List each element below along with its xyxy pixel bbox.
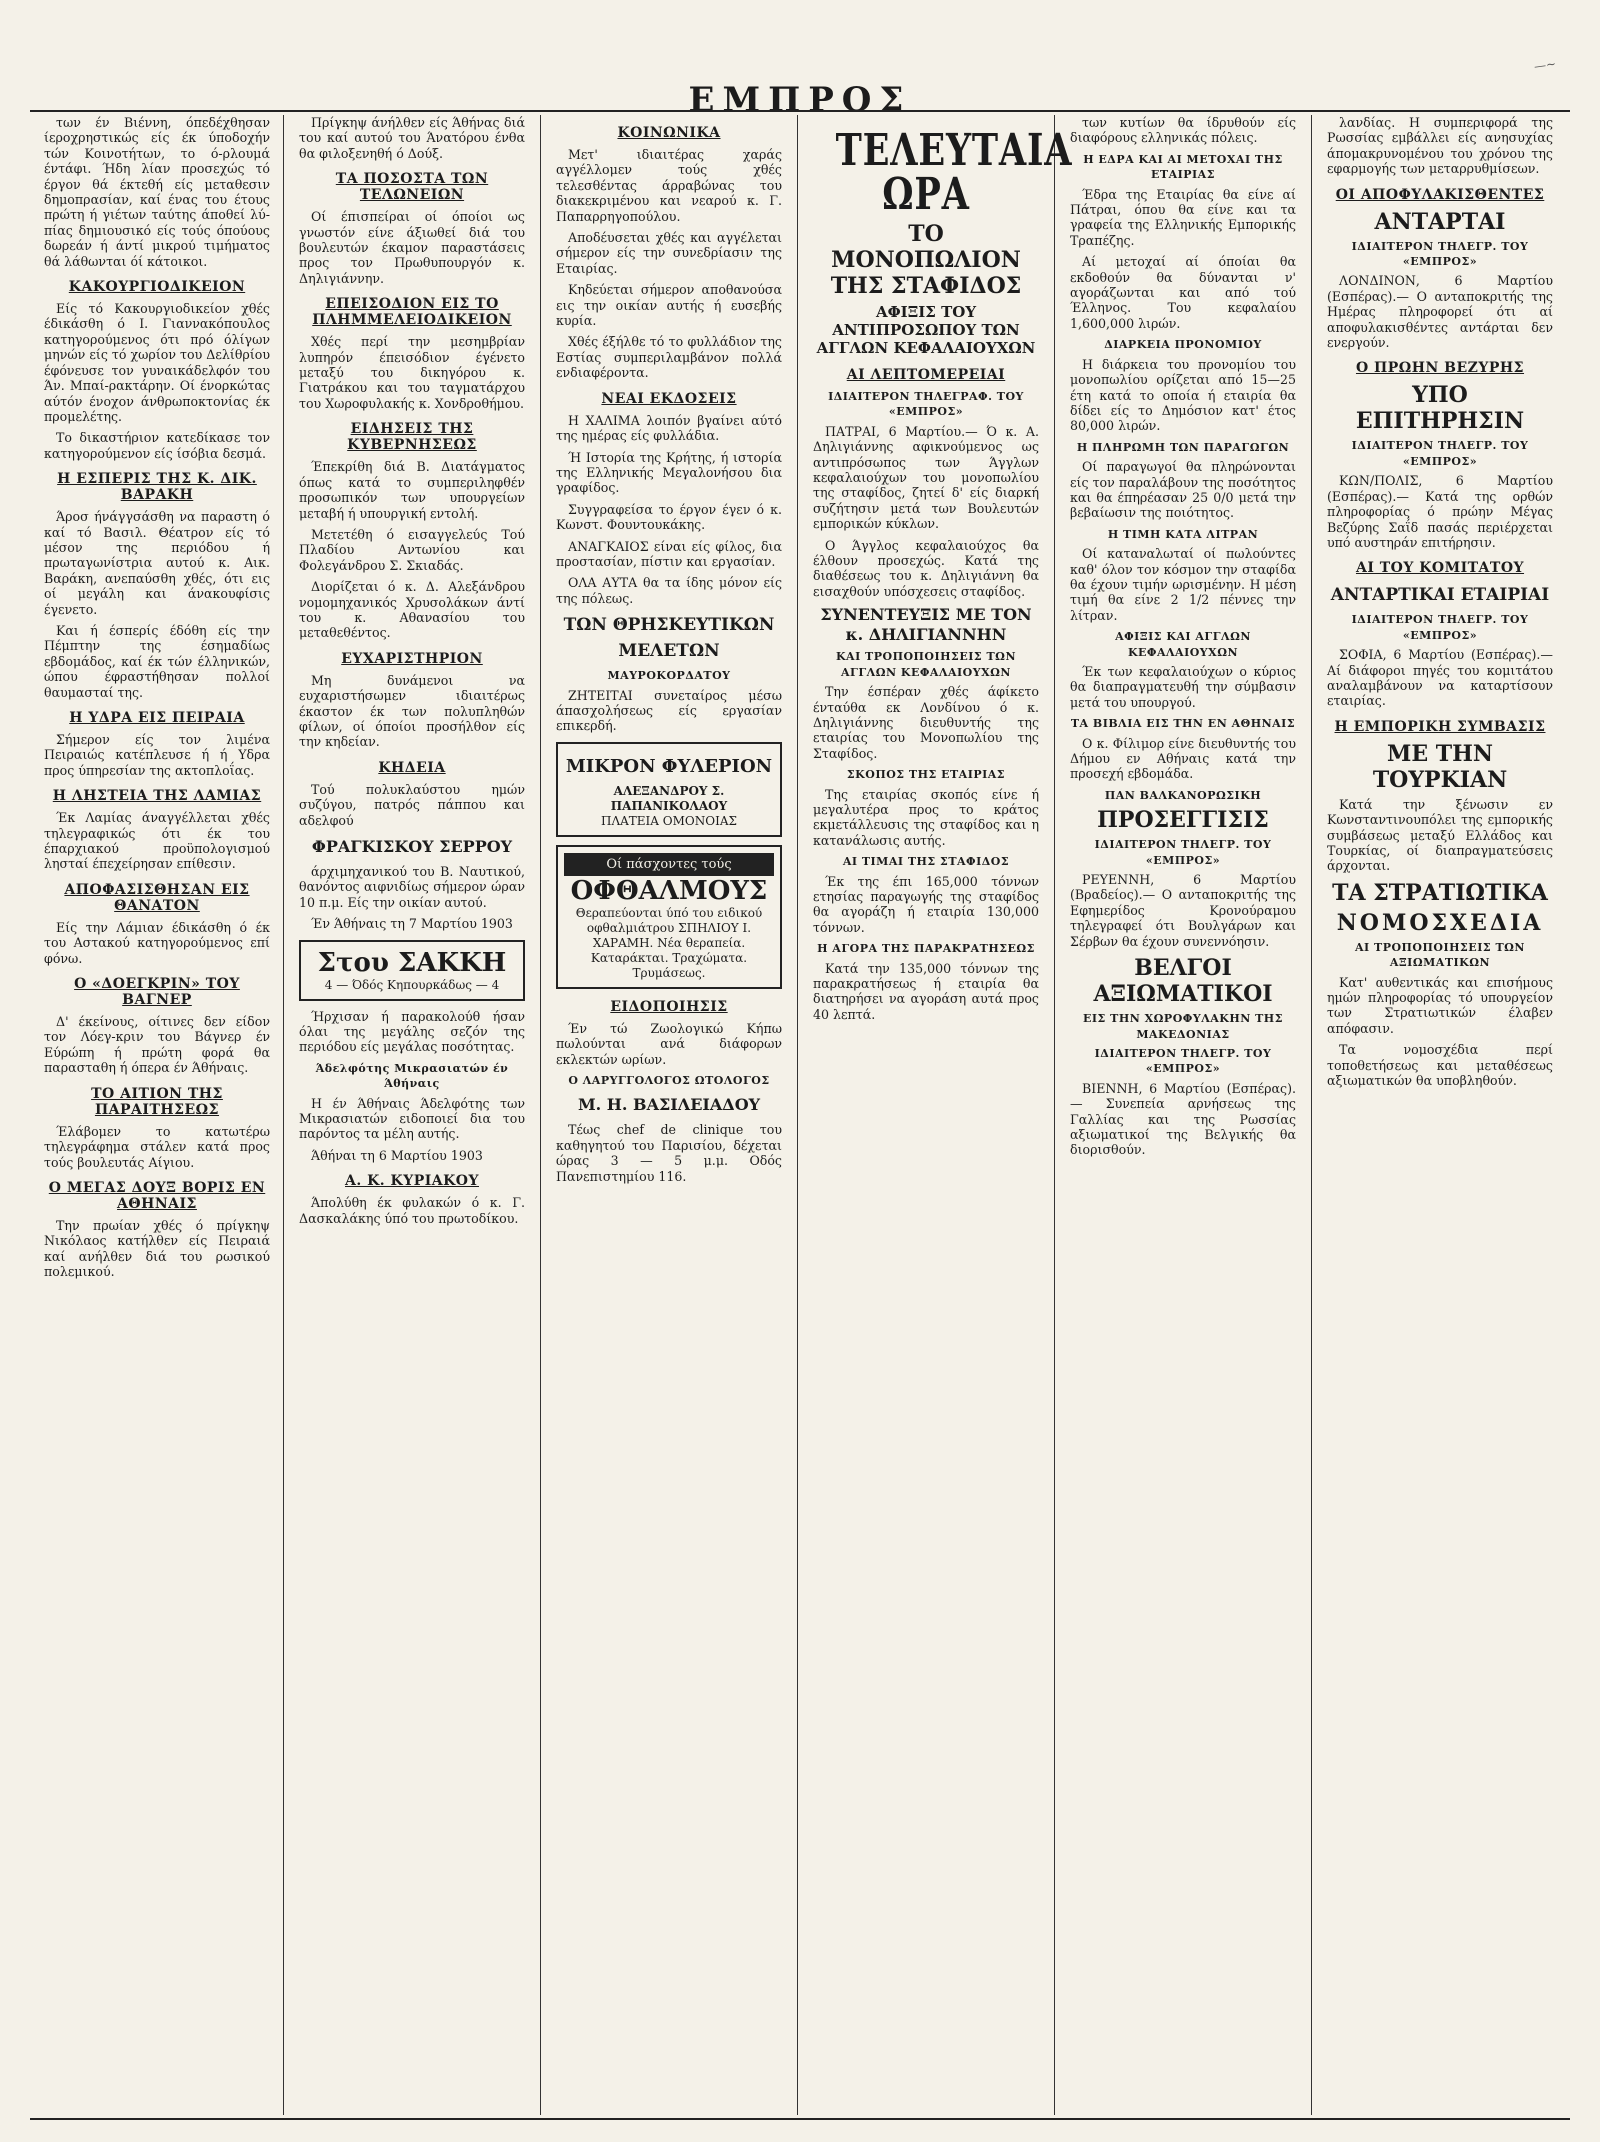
headline: ΕΠΕΙΣΟΔΙΟΝ ΕΙΣ ΤΟ ΠΛΗΜΜΕΛΕΙΟΔΙΚΕΙΟΝ xyxy=(312,296,512,329)
article-text: Κατά την 135,000 τόννων της παρακρατήσεως ή εταιρία θα διατηρήσει να αγοράση αυτά προς 40 λεπτά. xyxy=(813,960,1039,1022)
article-text: ΚΩΝ/ΠΟΛΙΣ, 6 Μαρτίου (Εσπέρας).— Κατά της ορθών πληροφορίας ό πρώην Μέγας Βεζύρης Σαΐδ πασάς περιέρχεται υπό αυστηράν επιτήρησιν. xyxy=(1327,473,1553,550)
article-text: Έν τώ Ζωολογικώ Κήπω πωλούνται ανά διάφορων εκλεκτών ωρίων. xyxy=(556,1020,782,1067)
column-divider xyxy=(1311,115,1312,2115)
ad-heading: Μ. Η. ΒΑΣΙΛΕΙΑΔΟΥ xyxy=(577,1095,761,1115)
ad-owner: ΑΛΕΞΑΝΔΡΟΥ Σ. ΠΑΠΑΝΙΚΟΛΑΟΥ xyxy=(610,783,728,813)
article-text: Διορίζεται ό κ. Δ. Αλεξάνδρου νομομηχανικός Χρυσολάκων άντί του κ. Αθανασίου του μεταθεθέντος. xyxy=(299,579,525,641)
article-text: Άπολύθη έκ φυλακών ό κ. Γ. Δασκαλάκης ύπό του πρωτοδίκου. xyxy=(299,1195,525,1226)
notice-date: Άθήναι τη 6 Μαρτίου 1903 xyxy=(311,1147,483,1163)
article-text: Άροσ ήνάγγσάσθη να παραστη ό καί τό Βασιλ. Θέατρον είς τό μέσον της περιόδου ή πρωταγωνίστρια αυτού κ. Αικ. Βαράκη, ανεπαύσθη χθές, ότι εις οί μεγάλη και άνακουφίσις έγενετο. xyxy=(44,509,270,617)
article-text: Δ' έκείνους, οίτινες δεν είδον τον Λόεγ-κριν του Βάγνερ έν Εύρώπη ή πρώτη φορά θα παρασταθη ή όπερα έν Άθήναις. xyxy=(44,1014,270,1076)
headline: ΚΟΙΝΩΝΙΚΑ xyxy=(617,125,721,141)
telegram-tag: ΙΔΙΑΙΤΕΡΟΝ ΤΗΛΕΓΡ. ΤΟΥ «ΕΜΠΡΟΣ» xyxy=(1351,439,1529,468)
main-headline: ΤΟ ΜΟΝΟΠΩΛΙΟΝ ΤΗΣ ΣΤΑΦΙΔΟΣ xyxy=(830,221,1022,299)
subheadline: Η ΤΙΜΗ ΚΑΤΑ ΛΙΤΡΑΝ xyxy=(1107,527,1259,541)
article-text: Οί έπισπείραι οί όποίοι ως γνωστόν είνε άξιωθεί διά του βουλευτών έκαμον παραστάσεις προς τον Πρωθυπουργόν κ. Δηλιγιάννην. xyxy=(299,209,525,286)
headline: Η ΥΔΡΑ ΕΙΣ ΠΕΙΡΑΙΑ xyxy=(69,710,245,726)
headline: ΟΙ ΑΠΟΦΥΛΑΚΙΣΘΕΝΤΕΣ xyxy=(1335,186,1545,203)
subheadline: Άδελφότης Μικρασιατών έν Άθήναις xyxy=(315,1061,509,1091)
classified-ad: ΟΛΑ ΑΥΤΑ θα τα ίδης μόνον είς της πόλεως. xyxy=(556,575,782,606)
headline: ΑΙ ΤΟΥ ΚΟΜΙΤΑΤΟΥ xyxy=(1355,560,1525,577)
main-headline: ΠΡΟΣΕΓΓΙΣΙΣ xyxy=(1097,807,1269,834)
main-headline: ΒΕΛΓΟΙ ΑΞΙΩΜΑΤΙΚΟΙ xyxy=(1093,955,1273,1008)
article-text: Την πρωίαν χθές ό πρίγκηψ Νικόλαος κατήλθεν είς Πειραιά καί ανήλθεν διά του ρωσικού πολεμικού. xyxy=(44,1217,270,1280)
article-text: Έκ των κεφαλαιούχων ο κύριος θα διαπραγματευθή την σύμβασιν μετά του υπουργού. xyxy=(1070,664,1296,710)
article-text: Είς τό Κακουργιοδικείον χθές έδικάσθη ό I. Γιαννακόπουλος κατηγορούμενος ότι πρό όλίγων μηνών είς τό χωρίον του Δελίθρίου έφόνευσε τον γυναικάδελφόν του Άν. Μπαί-ρακτάρην. Οί ένορκώτας αύτόν ένοχον άνθρωποκτονίας έκ προμελέτης. xyxy=(44,301,270,424)
column-3 xyxy=(556,115,782,2115)
ad-pretitle: Οί πάσχοντες τούς xyxy=(564,853,774,876)
article-text: Αποδέυσεται χθές και αγγέλεται σήμερον είς την συνεδρίασιν της Εταιρίας. xyxy=(556,230,782,276)
column-divider xyxy=(540,115,541,2115)
headline: Ο ΠΡΩΗΝ ΒΕΖΥΡΗΣ xyxy=(1355,360,1525,377)
article-text: Μετ' ιδιαιτέρας χαράς αγγέλλομεν τούς χθές τελεσθέντας άρραβώνας του διακεκριμένου και νεαρού κ. Γ. Παπαρρηγοπούλου. xyxy=(556,147,782,224)
headline: Α. Κ. ΚΥΡΙΑΚΟΥ xyxy=(345,1173,479,1190)
article-text: Αί μετοχαί αί όποίαι θα εκδοθούν θα δύνανται ν' αγοράζωνται και από τού Έλληνος. Του κεφαλαίου 1,600,000 λιρών. xyxy=(1070,254,1296,331)
subheadline: ΚΑΙ ΤΡΟΠΟΠΟΙΗΣΕΙΣ ΤΩΝ ΑΓΓΛΩΝ ΚΕΦΑΛΑΙΟΥΧΩΝ xyxy=(835,650,1017,679)
sub-headline: ΑΦΙΞΙΣ ΤΟΥ ΑΝΤΙΠΡΟΣΩΠΟΥ ΤΩΝ ΑΓΓΛΩΝ ΚΕΦΑΛΑΙΟΥΧΩΝ xyxy=(816,303,1036,357)
subheadline: ΑΙ ΤΡΟΠΟΠΟΙΗΣΕΙΣ ΤΩΝ ΑΞΙΩΜΑΤΙΚΩΝ xyxy=(1355,940,1525,970)
article-text: ΒΙΕΝΝΗ, 6 Μαρτίου (Εσπέρας).— Συνεπεία αρνήσεως της Γαλλίας και της Ρωσσίας αξιωματικοί της Βελγικής θα διορισθούν. xyxy=(1070,1080,1296,1158)
column-divider xyxy=(797,115,798,2115)
article-text: Χθές περί την μεσημβρίαν λυπηρόν έπεισόδιον έγένετο μεταξύ του δικηγόρου κ. Γιατράκου και του ταγματάρχου του Χωροφυλακής κ. Χονδροθήμου. xyxy=(299,334,525,411)
ad-title: Στου ΣΑΚΚΗ xyxy=(317,947,507,978)
article-text: άρχιμηχανικού του Β. Ναυτικού, θανόντος αιφνιδίως σήμερον ώραν 10 π.μ. Είς την οικίαν αυτού. xyxy=(299,864,525,910)
article-text: Συγγραφείσα το έργον έγεν ό κ. Κωνστ. Φουντουκάκης. xyxy=(556,501,782,533)
subheadline: ΠΑΝ ΒΑΛΚΑΝΟΡΩΣΙΚΗ xyxy=(1104,788,1262,802)
ad-heading: ΤΩΝ ΘΡΗΣΚΕΥΤΙΚΩΝ ΜΕΛΕΤΩΝ xyxy=(563,615,775,662)
headline: ΕΥΧΑΡΙΣΤΗΡΙΟΝ xyxy=(341,650,483,667)
headline: ΝΕΑΙ ΕΚΔΟΣΕΙΣ xyxy=(601,390,737,407)
article-text: Κατ' αυθεντικάς και επισήμους ημών πληροφορίας τό υπουργείον των Στρατιωτικών έλαβεν απόφασιν. xyxy=(1327,974,1553,1036)
article-text: Έκ Λαμίας άναγγέλλεται χθές τηλεγραφικώς ότι έκ του έπαρχιακού προϋπολογισμού λησταί έπεχείρησαν επίθεσιν. xyxy=(44,810,270,872)
ad-title: ΜΙΚΡΟΝ ΦΥΛΕΡΙΟΝ xyxy=(565,755,773,777)
headline: ΕΙΔΟΠΟΙΗΣΙΣ xyxy=(610,998,728,1015)
headline: ΤΑ ΠΟΣΟΣΤΑ ΤΩΝ ΤΕΛΩΝΕΙΩΝ xyxy=(335,171,489,204)
article-text: Κατά την ξένωσιν εν Κωνσταντινουπόλει της εμπορικής συμβάσεως μεταξύ Ελλάδος και Τουρκίας, οί διαπραγματεύσεις άρχονται. xyxy=(1327,796,1553,874)
article-text: Έπεκρίθη διά Β. Διατάγματος όπως κατά το συμπεριληφθέν προσωπικόν των υπουργείων μεταβή ή υπουργική εντολή. xyxy=(299,459,525,521)
article-text: Μετετέθη ό εισαγγελεύς Τού Πλαδίου Αντωνίου και Φολεγάνδρου Σ. Σκιαδάς. xyxy=(299,526,525,573)
article-text: Ήρχισαν ή παρακολούθ ήσαν όλαι της μεγάλης σεζόν της περιόδου είς μεγάλας ποσότητας. xyxy=(299,1008,525,1055)
column-4 xyxy=(813,115,1073,2115)
article-text: ΛΟΝΔΙΝΟΝ, 6 Μαρτίου (Εσπέρας).— Ο ανταποκριτής της Ημέρας πληροφορεί ότι αί αποφυλακισθέντες αντάρται δεν ενεργούν. xyxy=(1327,273,1553,351)
headline: Η ΕΜΠΟΡΙΚΗ ΣΥΜΒΑΣΙΣ xyxy=(1334,718,1546,735)
article-text: ΣΟΦΙΑ, 6 Μαρτίου (Εσπέρας).— Αί διάφοροι πηγές του κομιτάτου αναλαμβάνουν να καταρτίσουν εταιρίας. xyxy=(1327,647,1553,709)
article-text: Τού πολυκλαύστου ημών συζύγου, πατρός πάππου και αδελφού xyxy=(299,781,525,828)
subheadline: Η ΕΔΡΑ ΚΑΙ ΑΙ ΜΕΤΟΧΑΙ ΤΗΣ ΕΤΑΙΡΙΑΣ xyxy=(1083,152,1283,182)
headline: ΤΟ ΑΙΤΙΟΝ ΤΗΣ ΠΑΡΑΙΤΗΣΕΩΣ xyxy=(91,1085,223,1118)
article-text: των κυτίων θα ίδρυθούν είς διαφόρους ελληνικάς πόλεις. xyxy=(1070,115,1296,146)
ad-title: ΟΦΘΑΛΜΟΥΣ xyxy=(570,875,768,906)
main-headline: ΜΕ ΤΗΝ ΤΟΥΡΚΙΑΝ xyxy=(1372,740,1508,793)
subheadline: ΑΦΙΞΙΣ ΚΑΙ ΑΓΓΛΩΝ ΚΕΦΑΛΑΙΟΥΧΩΝ xyxy=(1115,630,1251,659)
subheadline: ΑΙ ΤΙΜΑΙ ΤΗΣ ΣΤΑΦΙΔΟΣ xyxy=(842,855,1010,869)
telegram-tag: ΙΔΙΑΙΤΕΡΟΝ ΤΗΛΕΓΡ. ΤΟΥ «ΕΜΠΡΟΣ» xyxy=(1094,838,1272,867)
classified-ad: ΖΗΤΕΙΤΑΙ συνεταίρος μέσω άπασχολήσεως είς εργασίαν επικερδή. xyxy=(556,687,782,734)
headline: ΑΠΟΦΑΣΙΣΘΗΣΑΝ ΕΙΣ ΘΑΝΑΤΟΝ xyxy=(64,881,250,914)
advertisement xyxy=(556,845,782,989)
column-2 xyxy=(299,115,525,2115)
subheadline: Η ΑΓΟΡΑ ΤΗΣ ΠΑΡΑΚΡΑΤΗΣΕΩΣ xyxy=(817,942,1035,956)
article-text: Της εταιρίας σκοπός είνε ή μεγαλυτέρα προς το κράτος εκμετάλλευσις της σταφίδος και η κατανάλωσις αυτής. xyxy=(813,786,1039,848)
classified-ad: ΑΝΑΓΚΑΙΟΣ είναι είς φίλος, δια προστασίαν, πίστιν και εργασίαν. xyxy=(556,538,782,569)
article-text: Την έσπέραν χθές άφίκετο ένταύθα εκ Λονδίνου ό κ. Δηλιγιάννης διευθυντής της εταιρίας του Μονοπωλίου της Σταφίδος. xyxy=(813,684,1039,761)
article-text: Οί παραγωγοί θα πληρώνονται είς τον παραλάβουν της ποσότητος και θα έπηρέασαν 25 0/0 μετά την βεβαίωσιν της ποιότητος. xyxy=(1070,459,1296,521)
article-text: των έν Βιέννη, όπεδέχθησαν ίεροχρηστικώς είς έκ ύποδοχήν τών Κοινοτήτων, το ό-ρλουμά έντάφι. Ήδη λίαν προσεχώς τό έργον θά έκτεθή είς μεταθεσιν δημοπρασίαν, καί ένας του έτους πρώτη ή γιέτων ταύτης άποθεί λύ-πίας δημιουσικό είς τούς όπούους δωρεάν ή άντί μικρού τιμήματος θά λάθωνται όί κάτοικοι. xyxy=(44,115,270,269)
telegram-tag: ΙΔΙΑΙΤΕΡΟΝ ΤΗΛΕΓΡ. ΤΟΥ «ΕΜΠΡΟΣ» xyxy=(1094,1046,1272,1076)
ad-address: 4 — Όδός Κηπουρκάδως — 4 xyxy=(324,977,500,992)
headline: Ο «ΔΟΕΓΚΡΙΝ» ΤΟΥ ΒΑΓΝΕΡ xyxy=(74,976,240,1009)
banner-headline: ΤΕΛΕΥΤΑΙΑ ΩΡΑ xyxy=(835,125,1073,220)
subheadline: ΣΚΟΠΟΣ ΤΗΣ ΕΤΑΙΡΙΑΣ xyxy=(846,768,1006,782)
article-text: Κηδεύεται σήμερον αποθανούσα εις την οικίαν αυτής ή ευσεβής κυρία. xyxy=(556,282,782,329)
column-1 xyxy=(44,115,270,2115)
article-text: ΡΕΥΕΝΝΗ, 6 Μαρτίου (Βραδείος).— Ο ανταποκριτής της Εφημερίδος Κρονούραμου τηλεγραφεί ότι Βουλγάρων και Σέρβων θα έχουν συνεννόησιν. xyxy=(1070,872,1296,949)
column-6 xyxy=(1327,115,1553,2115)
main-headline: ΑΝΤΑΡΤΙΚΑΙ ΕΤΑΙΡΙΑΙ xyxy=(1330,585,1550,606)
column-divider xyxy=(283,115,284,2115)
headline: Ο ΜΕΓΑΣ ΔΟΥΞ ΒΟΡΙΣ ΕΝ ΑΘΗΝΑΙΣ xyxy=(48,1179,266,1212)
advertisement xyxy=(299,940,525,1001)
headline: ΚΑΚΟΥΡΓΙΟΔΙΚΕΙΟΝ xyxy=(68,279,246,296)
ad-subheading: Ο ΛΑΡΥΓΓΟΛΟΓΟΣ ΩΤΟΛΟΓΟΣ xyxy=(568,1074,770,1087)
masthead-rule xyxy=(30,110,1570,112)
article-text: Η έν Άθήναις Άδελφότης των Μικρασιατών ειδοποιεί δια του παρόντος τα μέλη αυτής. xyxy=(299,1095,525,1142)
telegram-tag: ΙΔΙΑΙΤΕΡΟΝ ΤΗΛΕΓΡΑΦ. ΤΟΥ «ΕΜΠΡΟΣ» xyxy=(828,390,1024,419)
article-text: Τα νομοσχέδια περί τοποθετήσεως και μεταθέσεως αξιωματικών θα υποβληθούν. xyxy=(1327,1042,1553,1089)
subheadline: Η ΠΛΗΡΩΜΗ ΤΩΝ ΠΑΡΑΓΩΓΩΝ xyxy=(1076,440,1290,454)
main-headline: ΥΠΟ ΕΠΙΤΗΡΗΣΙΝ xyxy=(1355,382,1525,435)
article-text: Το δικαστήριον κατεδίκασε τον κατηγορούμενον είς ίσόβια δεσμά. xyxy=(44,430,270,461)
article-text: Η διάρκεια του προνομίου του μονοπωλίου ορίζεται από 15—25 έτη κατά το οποία ή εταιρία θα δίδει είς το Δημόσιον κατ' έτος 80,000 λιρών. xyxy=(1070,356,1296,434)
bottom-rule xyxy=(30,2118,1570,2120)
article-text: Σήμερον είς τον λιμένα Πειραιώς κατέπλευσε ή ή Υδρα προς ύπηρεσίαν της ακτοπλοΐας. xyxy=(44,732,270,778)
article-text: Χθές έξήλθε τό το φυλλάδιον της Εστίας συμπεριλαμβάνον πολλά ενδιαφέροντα. xyxy=(556,334,782,381)
article-text: Οί καταναλωταί οί πωλούντες καθ' όλον τον κόσμον την σταφίδα θα έχουν τιμήν ωρισμένην. Η μέση τιμή θα είνε 2 1/2 πέννες την λίτραν. xyxy=(1070,546,1296,623)
ad-address: ΠΛΑΤΕΙΑ ΟΜΟΝΟΙΑΣ xyxy=(601,813,737,828)
article-text: Μη δυνάμενοι να ευχαριστήσωμεν ιδιαιτέρως έκαστον έκ των πολυπληθών φίλων, οί όποίοι προσήλθον είς την κηδείαν. xyxy=(299,672,525,750)
main-headline: ΝΟΜΟΣΧΕΔΙΑ xyxy=(1336,909,1544,936)
article-text: Ο κ. Φίλιμορ είνε διευθυντής του Δήμου εν Αθήναις κατά την προσεχή εβδομάδα. xyxy=(1070,735,1296,782)
column-divider xyxy=(1054,115,1055,2115)
advertisement xyxy=(556,742,782,837)
ad-subheading: ΜΑΥΡΟΚΟΡΔΑΤΟΥ xyxy=(607,669,731,683)
ad-text: Θεραπεύονται ύπό του ειδικού οφθαλμιάτρου ΣΠΗΛΙΟΥ Ι. ΧΑΡΑΜΗ. Νέα θεραπεία. Καταράκται. Τραχώματα. Τρυμάσεως. xyxy=(575,905,763,980)
telegram-tag: ΙΔΙΑΙΤΕΡΟΝ ΤΗΛΕΓΡ. ΤΟΥ «ΕΜΠΡΟΣ» xyxy=(1351,613,1529,642)
article-text: Έλάβομεν το κατωτέρω τηλεγράφημα στάλεν κατά προς τούς βουλευτάς Αίγιου. xyxy=(44,1123,270,1170)
headline: ΑΙ ΛΕΠΤΟΜΕΡΕΙΑΙ xyxy=(846,367,1006,383)
headline: ΕΙΔΗΣΕΙΣ ΤΗΣ ΚΥΒΕΡΝΗΣΕΩΣ xyxy=(347,421,477,454)
subheadline: ΤΑ ΒΙΒΛΙΑ ΕΙΣ ΤΗΝ ΕΝ ΑΘΗΝΑΙΣ xyxy=(1070,717,1296,731)
article-text: ΠΑΤΡΑΙ, 6 Μαρτίου.— Ό κ. Α. Δηλιγιάννης αφικνούμενος ως αντιπρόσωπος των Άγγλων κεφαλαιούχων του μονοπωλίου της σταφίδος, ζητεί δ' είς διαρκή συζήτησιν μετά των Βουλευτών εμπορικών κύκλων. xyxy=(813,423,1039,532)
handwritten-mark: —~ xyxy=(1533,56,1557,74)
article-text: Και ή έσπερίς έδόθη είς την Πέμπτην της έσημαδίως εβδομάδος, καί έκ τών έλληνικών, ώπου έφραστήθησαν πολλοί θαυμασταί της. xyxy=(44,622,270,700)
subheadline: ΕΙΣ ΤΗΝ ΧΩΡΟΦΥΛΑΚΗΝ ΤΗΣ ΜΑΚΕΔΟΝΙΑΣ xyxy=(1083,1012,1283,1041)
article-text: Είς την Λάμιαν έδικάσθη ό έκ του Αστακού κατηγορούμενος επί φόνω. xyxy=(44,919,270,966)
article-text: Έδρα της Εταιρίας θα είνε αί Πάτραι, όπου θα είνε και τα γραφεία της Ελληνικής Εμπορικής Τραπέζης. xyxy=(1070,186,1296,248)
article-text: Ο Άγγλος κεφαλαιούχος θα έλθουν προσεχώς. Κατά της διαθέσεως του κ. Δηλιγιάννη θα εισαχθούν υπόσχεσεις σταφίδος. xyxy=(813,537,1039,599)
article-text: Τέως chef de clinique του καθηγητού του Παρισίου, δέχεται ώρας 3 — 5 μ.μ. Οδός Πανεπιστημίου 116. xyxy=(556,1122,782,1184)
notice-date: Έν Άθήναις τη 7 Μαρτίου 1903 xyxy=(311,916,513,932)
column-5 xyxy=(1070,115,1296,2115)
article-text: Έκ της έπι 165,000 τόννων ετησίας παραγωγής της σταφίδος θα αγοράζη ή εταιρία 130,000 τόννων. xyxy=(813,873,1039,935)
headline: Η ΕΣΠΕΡΙΣ ΤΗΣ Κ. ΔΙΚ. ΒΑΡΑΚΗ xyxy=(57,471,257,504)
deceased-name: ΦΡΑΓΚΙΣΚΟΥ ΣΕΡΡΟΥ xyxy=(311,837,513,856)
article-text: λανδίας. Η συμπεριφορά της Ρωσσίας εμβάλλει είς ανησυχίας άπομακρυνομένου του χρόνου της εφαρμογής των μεταρρυθμίσεων. xyxy=(1327,115,1553,177)
main-headline: ΤΑ ΣΤΡΑΤΙΩΤΙΚΑ xyxy=(1332,879,1548,906)
telegram-tag: ΙΔΙΑΙΤΕΡΟΝ ΤΗΛΕΓΡ. ΤΟΥ «ΕΜΠΡΟΣ» xyxy=(1351,239,1529,269)
article-text: Ή Ιστορία της Κρήτης, ή ιστορία της Ελληνικής Μεγαλονήσου δια γραφίδος. xyxy=(556,449,782,496)
headline: Η ΛΗΣΤΕΙΑ ΤΗΣ ΛΑΜΙΑΣ xyxy=(52,788,262,805)
newspaper-masthead: ΕΜΠΡΟΣ xyxy=(688,80,912,120)
main-headline: ΣΥΝΕΝΤΕΥΞΙΣ ΜΕ ΤΟΝ κ. ΔΗΛΙΓΙΑΝΝΗΝ xyxy=(820,605,1032,645)
article-text: Η ΧΑΛΙΜΑ λοιπόν βγαίνει αύτό της ημέρας είς φυλλάδια. xyxy=(556,412,782,444)
headline: ΚΗΔΕΙΑ xyxy=(378,759,446,776)
main-headline: ΑΝΤΑΡΤΑΙ xyxy=(1374,208,1506,235)
article-text: Πρίγκηψ άνήλθεν είς Άθήνας διά του καί αυτού του Άνατόρου ένθα θα φιλοξενηθή ό Δούξ. xyxy=(299,115,525,161)
subheadline: ΔΙΑΡΚΕΙΑ ΠΡΟΝΟΜΙΟΥ xyxy=(1104,338,1262,352)
